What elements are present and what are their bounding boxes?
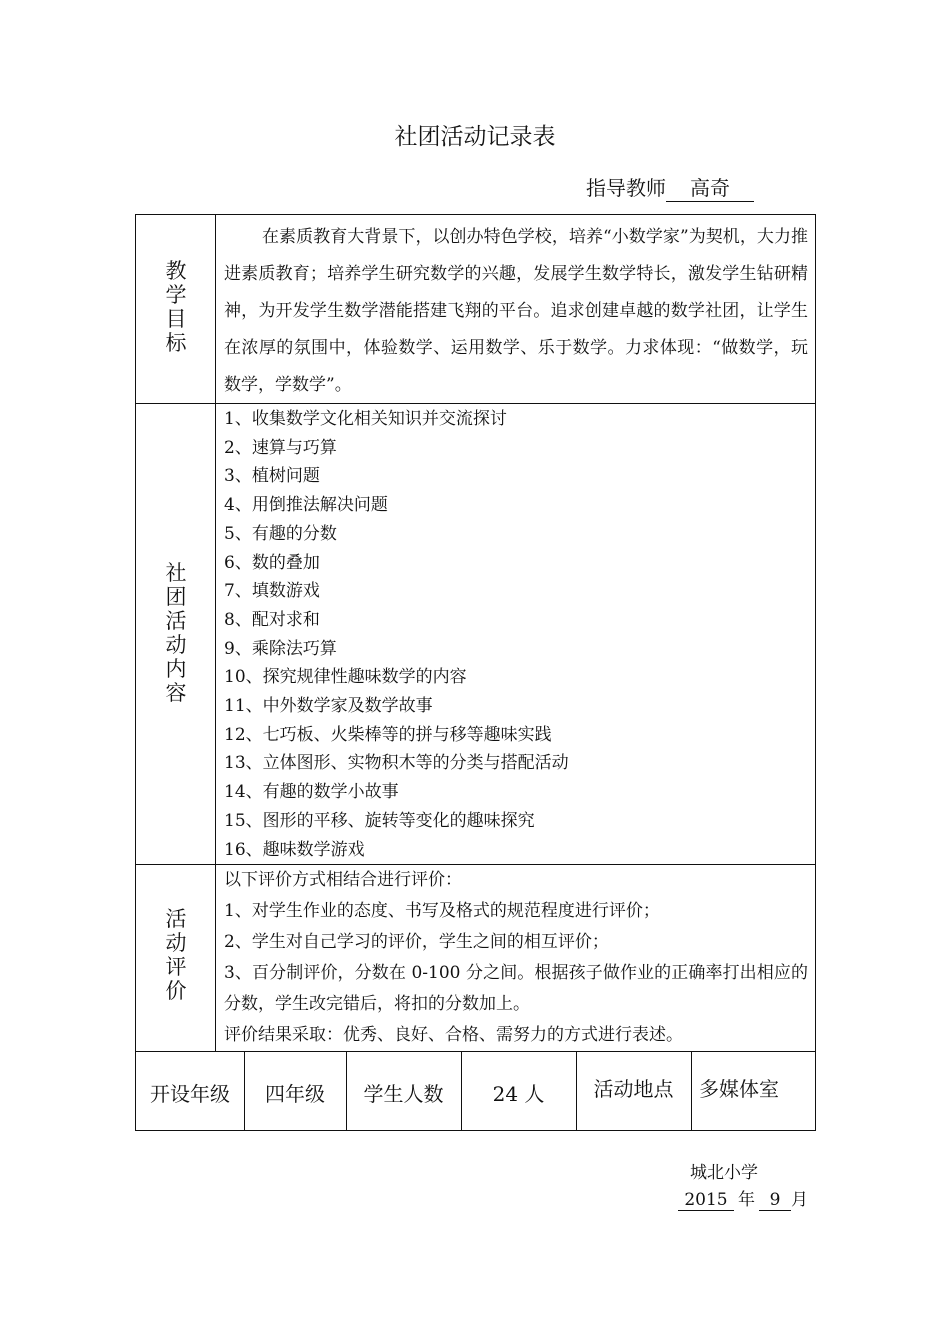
location-label: 活动地点	[593, 1077, 674, 1101]
date-line	[678, 1185, 808, 1211]
evaluation-line: 2、学生对自己学习的评价，学生之间的相互评价；	[224, 932, 609, 952]
teacher-line	[586, 172, 754, 202]
list-item: 15、图形的平移、旋转等变化的趣味探究	[224, 810, 535, 831]
evaluation-label	[136, 907, 216, 1003]
list-item: 2、速算与巧算	[224, 437, 337, 458]
teacher-name: 高奇	[666, 172, 754, 202]
list-item: 12、七巧板、火柴棒等的拼与移等趣味实践	[224, 724, 552, 745]
content-label	[136, 561, 216, 705]
year-unit: 年	[738, 1190, 755, 1210]
list-item: 9、乘除法巧算	[224, 638, 337, 659]
students-value: 24 人	[492, 1081, 545, 1106]
evaluation-line: 1、对学生作业的态度、书写及格式的规范程度进行评价；	[224, 901, 660, 921]
content-list	[224, 405, 569, 864]
year-value: 2015	[678, 1190, 734, 1211]
month-unit: 月	[791, 1190, 808, 1210]
row-divider	[136, 1051, 815, 1052]
students-label: 学生人数	[363, 1081, 444, 1106]
grade-label: 开设年级	[150, 1081, 230, 1106]
school-name: 城北小学	[690, 1163, 758, 1183]
evaluation-label-text: 活动评价	[165, 907, 187, 1003]
list-item: 16、趣味数学游戏	[224, 839, 365, 860]
list-item: 13、立体图形、实物积木等的分类与搭配活动	[224, 753, 569, 774]
list-item: 7、填数游戏	[224, 581, 320, 602]
month-value: 9	[759, 1190, 791, 1211]
page-title: 社团活动记录表	[394, 124, 556, 150]
record-table	[135, 214, 816, 1131]
grade-value: 四年级	[265, 1081, 325, 1106]
evaluation-line: 3、百分制评价，分数在 0-100 分之间。根据孩子做作业的正确率打出相应的分数，学生改完错后，将扣的分数加上。	[224, 963, 808, 1014]
goals-label-text: 教学目标	[165, 259, 187, 355]
evaluation-text	[224, 865, 808, 1051]
location-value: 多媒体室	[699, 1077, 779, 1101]
list-item: 14、有趣的数学小故事	[224, 782, 399, 803]
list-item: 1、收集数学文化相关知识并交流探讨	[224, 409, 507, 429]
evaluation-line: 以下评价方式相结合进行评价：	[224, 870, 462, 890]
list-item: 5、有趣的分数	[224, 523, 337, 544]
content-label-text: 社团活动内容	[165, 561, 187, 705]
list-item: 10、探究规律性趣味数学的内容	[224, 667, 467, 688]
list-item: 4、用倒推法解决问题	[224, 495, 388, 516]
evaluation-line: 评价结果采取：优秀、良好、合格、需努力的方式进行表述。	[224, 1025, 683, 1045]
list-item: 8、配对求和	[224, 609, 320, 630]
list-item: 3、植树问题	[224, 466, 320, 487]
goals-label	[136, 259, 216, 355]
list-item: 11、中外数学家及数学故事	[224, 696, 433, 717]
teacher-label: 指导教师	[586, 176, 666, 200]
goals-text: 在素质教育大背景下，以创办特色学校，培养“小数学家”为契机，大力推进素质教育；培养学生研究数学的兴趣，发展学生数学特长，激发学生钻研精神，为开发学生数学潜能搭建飞翔的平台。追求创建卓越的数学社团，让学生在浓厚的氛围中，体验数学、运用数学、乐于数学。力求体现：“做数学，玩数学，学数学”。	[224, 227, 808, 395]
list-item: 6、数的叠加	[224, 552, 320, 573]
